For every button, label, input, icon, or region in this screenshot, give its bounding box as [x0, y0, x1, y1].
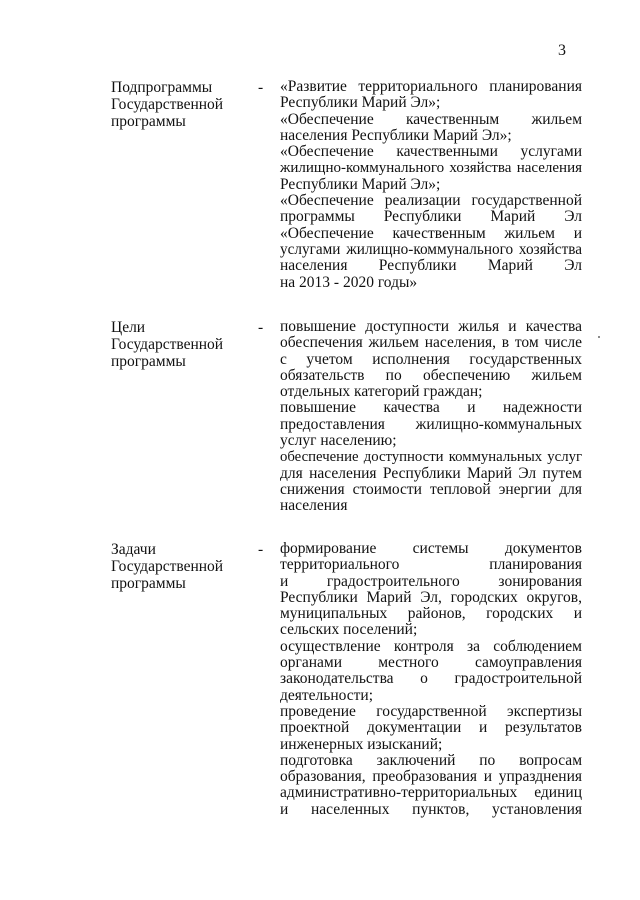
- text-line: «Развитие территориального планирования: [280, 78, 582, 95]
- section-label: [111, 319, 251, 370]
- text-line: осуществление контроля за соблюдением: [280, 637, 582, 655]
- label-line: программы: [111, 113, 186, 130]
- text-line: населения Республики Марий Эл»;: [280, 126, 512, 144]
- section-content: [280, 319, 582, 515]
- text-line: услугами жилищно-коммунального хозяйства: [280, 240, 582, 258]
- label-line: Подпрограммы: [111, 79, 213, 96]
- section-label: [111, 79, 251, 130]
- text-line: инженерных изысканий;: [280, 735, 443, 753]
- text-line: предоставления жилищно-коммунальных: [280, 415, 582, 433]
- text-line: «Обеспечение качественными услугами: [280, 143, 582, 161]
- text-line: населения Республики Марий Эл: [280, 257, 582, 275]
- text-line: снижения стоимости тепловой энергии для: [280, 480, 582, 498]
- label-line: Цели: [111, 319, 146, 336]
- text-line: формирование системы документов: [280, 540, 582, 557]
- text-line: Республики Марий Эл, городских округов,: [280, 588, 582, 606]
- section-content: [280, 541, 582, 818]
- text-line: повышение доступности жилья и качества: [280, 318, 582, 335]
- label-line: Задачи: [111, 541, 156, 558]
- label-line: Государственной: [111, 96, 224, 113]
- text-line: на 2013 - 2020 годы»: [280, 273, 418, 291]
- text-line: Республики Марий Эл»;: [280, 175, 441, 193]
- text-line: законодательства о градостроительной: [280, 670, 582, 688]
- text-line: услуг населению;: [280, 432, 397, 450]
- dash-separator: -: [258, 541, 264, 558]
- text-line: Республики Марий Эл»;: [280, 94, 441, 112]
- text-line: и градостроительного зонирования: [280, 572, 582, 590]
- text-line: органами местного самоуправления: [280, 654, 582, 672]
- text-line: для населения Республики Марий Эл путем: [280, 464, 582, 482]
- text-line: населения: [280, 497, 348, 515]
- label-line: программы: [111, 575, 186, 592]
- text-line: «Обеспечение реализации государственной: [280, 192, 582, 210]
- section-label: [111, 541, 251, 592]
- text-line: проектной документации и результатов: [280, 719, 582, 737]
- text-line: и населенных пунктов, установления: [280, 800, 582, 818]
- text-line: административно-территориальных единиц: [280, 784, 582, 802]
- text-line: отдельных категорий граждан;: [280, 383, 483, 401]
- text-line: муниципальных районов, городских и: [280, 605, 582, 623]
- text-line: повышение качества и надежности: [280, 399, 582, 417]
- label-line: Государственной: [111, 558, 224, 575]
- section-content: [280, 79, 582, 291]
- text-line: территориального планирования: [280, 556, 582, 574]
- dash-separator: -: [258, 319, 264, 336]
- label-line: Государственной: [111, 336, 224, 353]
- text-line: обеспечение доступности коммунальных услуг: [280, 449, 582, 466]
- text-line: с учетом исполнения государственных: [280, 350, 582, 368]
- text-line: сельских поселений;: [280, 621, 418, 639]
- page-number: 3: [558, 42, 566, 59]
- text-line: обязательств по обеспечению жильем: [280, 366, 582, 384]
- text-line: подготовка заключений по вопросам: [280, 751, 582, 769]
- text-line: деятельности;: [280, 686, 374, 704]
- text-line: программы Республики Марий Эл: [280, 208, 582, 226]
- text-line: «Обеспечение качественным жильем: [280, 110, 582, 128]
- text-line: «Обеспечение качественным жильем и: [280, 224, 582, 242]
- text-line: проведение государственной экспертизы: [280, 702, 582, 720]
- text-line: обеспечения жильем населения, в том числе: [280, 334, 582, 352]
- text-line: образования, преобразования и упразднения: [280, 768, 582, 786]
- text-line: жилищно-коммунального хозяйства населения: [280, 160, 582, 177]
- dash-separator: -: [258, 79, 264, 96]
- scan-speck: [598, 336, 600, 338]
- label-line: программы: [111, 353, 186, 370]
